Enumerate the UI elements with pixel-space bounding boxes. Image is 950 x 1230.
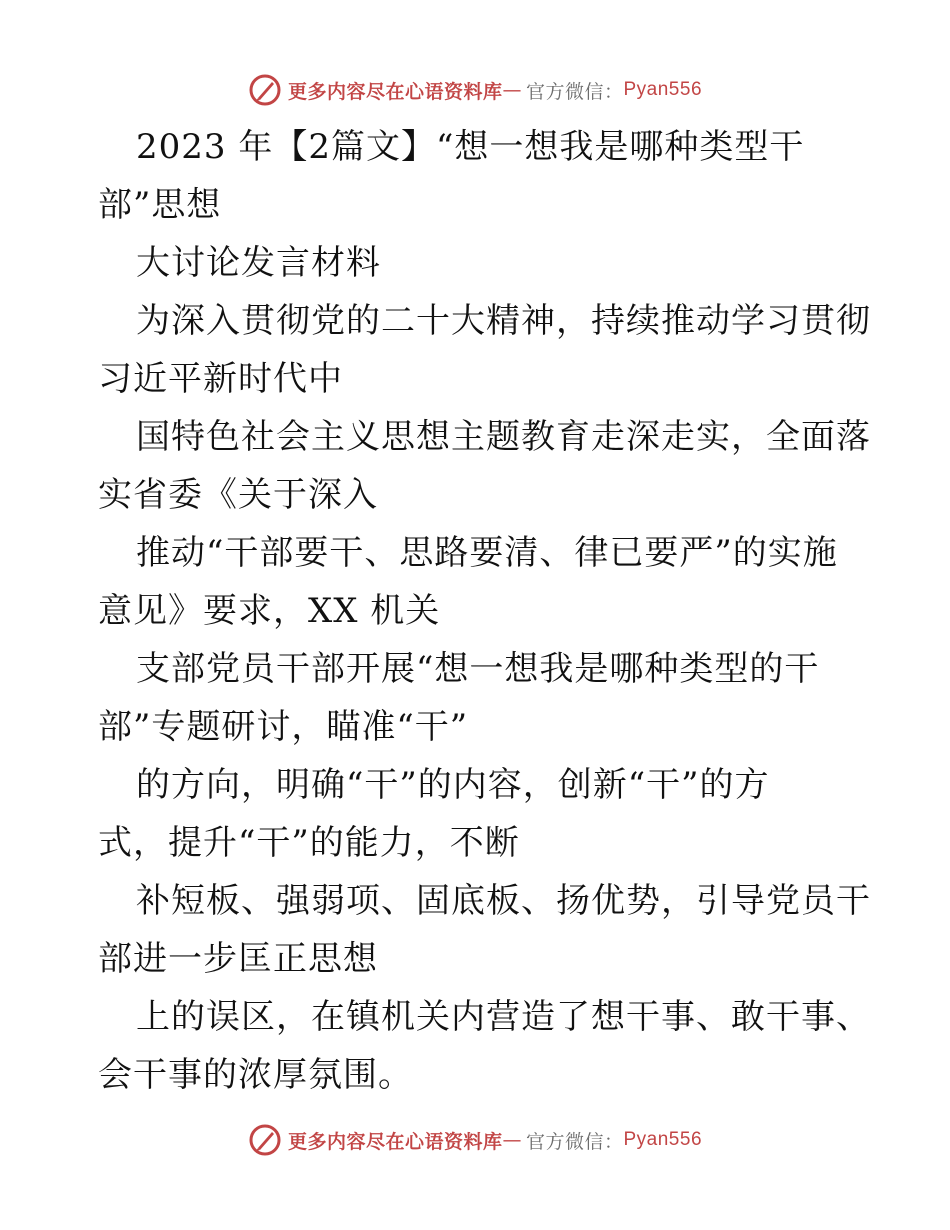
doc-line: 部进一步匡正思想 — [98, 939, 378, 979]
doc-line: 为深入贯彻党的二十大精神，持续推动学习贯彻 — [136, 301, 871, 341]
doc-line: 会干事的浓厚氛围。 — [98, 1055, 413, 1095]
doc-line-title-1: 2023 年【2篇文】“想一想我是哪种类型干 — [136, 127, 805, 167]
doc-line: 补短板、强弱项、固底板、扬优势，引导党员干 — [136, 881, 871, 921]
doc-line: 上的误区，在镇机关内营造了想干事、敢干事、 — [136, 997, 871, 1037]
doc-line: 式，提升“干”的能力，不断 — [98, 823, 520, 863]
watermark-label: 官方微信： — [525, 80, 624, 103]
doc-line-title-2: 部”思想 — [98, 185, 222, 225]
doc-line: 习近平新时代中 — [98, 359, 343, 399]
document-body — [98, 118, 871, 1104]
doc-line: 的方向，明确“干”的内容，创新“干”的方 — [136, 765, 770, 805]
doc-line: 部”专题研讨，瞄准“干” — [98, 707, 469, 747]
watermark-id: Pyan556 — [623, 1129, 703, 1150]
watermark-text: 更多内容尽在心语资料库 — [287, 1130, 503, 1153]
quill-circle-icon — [248, 73, 282, 107]
doc-line: 支部党员干部开展“想一想我是哪种类型的干 — [136, 649, 820, 689]
doc-line: 实省委《关于深入 — [98, 475, 378, 515]
doc-line: 国特色社会主义思想主题教育走深走实，全面落 — [136, 417, 871, 457]
doc-line: 推动“干部要干、思路要清、律已要严”的实施 — [136, 533, 838, 573]
watermark-label: 官方微信： — [525, 1130, 624, 1153]
watermark-id: Pyan556 — [623, 79, 703, 100]
quill-circle-icon — [248, 1123, 282, 1157]
watermark-dash: — — [502, 1129, 522, 1151]
watermark-dash: — — [502, 79, 522, 101]
footer-watermark — [0, 1120, 950, 1160]
doc-line-subtitle: 大讨论发言材料 — [136, 243, 381, 283]
header-watermark — [0, 70, 950, 110]
doc-line: 意见》要求，XX 机关 — [98, 591, 441, 631]
watermark-text: 更多内容尽在心语资料库 — [287, 80, 503, 103]
